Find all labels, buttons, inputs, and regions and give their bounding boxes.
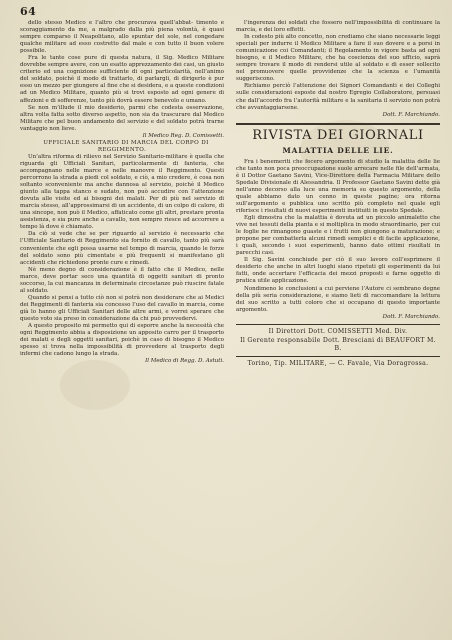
editorial-signature: Dott. F. Marchiando. (382, 111, 440, 118)
author-signature: Dott. F. Marchiando. (382, 313, 440, 320)
paragraph: dello stesso Medico e l’altro che procurava quell’abbat- timento e scoraggiamento da me, a malgrado dalla più piena volontà, è quasi sempre comparso il Neapolitano, allo spuntar del sole, nel congedare qualche militare ad esso costretto dal male e con tutto il buon volere possibile. (20, 20, 224, 55)
imprint (236, 328, 440, 368)
paragraph: Il Sig. Savini conchiude per ciò il suo lavoro coll’esprimere il desiderio che anche in altri luoghi siano ripetuti gli esperimenti da lui fatti, onde accertare l’efficacia dei mezzi proposti e farne oggetto di pratica utile applicazione. (236, 257, 440, 285)
section-title: RIVISTA DEI GIORNALI (252, 127, 424, 143)
imprint-divider (236, 356, 440, 357)
paragraph: Quando si pensi a tutto ciò non si potrà non desiderare che ai Medici dei Reggimenti di fanteria sia concesso l’uso del cavallo in marcia, come già lo hanno gli Ufficiali Sanitari delle altre armi, e vorrei sperare che questo voto sia preso in considerazione da chi può provvedervi. (20, 294, 224, 322)
paragraph: Un’altra riforma di rilievo nel Servizio Sanitario-militare è quella che riguarda gli Ufficiali Sanitari, particolarmente di fanteria, che accompagnano nelle marce e nelle manovre il Reggimento. Questi percorrono la strada a piedi col soldato, e ciò, a mio credere, è cosa non soltanto sconveniente ma anche dannosa al servizio, poichè il Medico giunto alla tappa stanco e sudato, non può accudire con l’attenzione dovuta alle visite ed ai bisogni dei malati. Per di più nel servizio di marcia stesso, all’approssimarsi di un accidente, di un colpo di calore, di una sincope, non può il Medico, affaticato come gli altri, prestare pronta assistenza, e sia pure anche a cavallo, non sempre riesce ad accorrere a tempo là dove è chiamato. (20, 153, 224, 231)
paragraph: Nè meno degno di considerazione è il fatto che il Medico, nelle marce, deve portar seco una quantità di oggetti sanitari di pronto soccorso, la cui mancanza in determinate circostanze può riuscire fatale al soldato. (20, 266, 224, 294)
author-signature: Il Medico di Regg. D. Astuti. (145, 358, 224, 365)
imprint-divider (236, 324, 440, 325)
subsection-title: MALATTIA DELLE LIE. (282, 145, 394, 155)
two-column-layout (20, 20, 440, 606)
article-title: UFFICIALE SANITARIO DI MARCIA DEL CORPO DI REGGIMENTO. (43, 139, 209, 153)
paragraph: In codesto più alto concetto, non crediamo che siano necessarie leggi speciali per indurre il Medico Militare a fare il suo dovere e a porsi in comunicazione coi Comandanti; il Regolamento in vigore basta ad ogni bisogno, e il Medico Militare, che ha coscienza del suo ufficio, saprà sempre trovare il modo di rendersi utile al soldato e di esser sollecito nel promuovere quelle provvidenze che la scienza e l’umanità suggeriscono. (236, 34, 440, 83)
imprint-editor: Il Gerente responsabile Dott. Bresciani di BEAUFORT M. B. (240, 336, 436, 352)
author-signature: Il Medico Reg. D. Comissetti. (142, 132, 224, 139)
imprint-printer: Torino, Tip. MILITARE, — C. Favale, Via Doragrossa. (247, 359, 429, 367)
section-divider (236, 123, 440, 125)
left-column (20, 20, 224, 606)
paragraph: Nondimeno le conclusioni a cui perviene l’Autore ci sembrano degne della più seria considerazione, e siamo lieti di raccomandare la lettura del suo scritto a tutti coloro che si occupano di questo importante argomento. (236, 285, 440, 313)
imprint-directors: Il Direttori Dott. COMISSETTI Med. Div. (268, 327, 408, 335)
right-column (236, 20, 440, 606)
paragraph: l’ingerenza dei soldati che fossero nell’impossibilità di continuare la marcia, e dei loro effetti. (236, 20, 440, 34)
paragraph: Da ciò si vede che se per riguardo al servizio è necessario che l’Ufficiale Sanitario di Reggimento sia fornito di cavallo, tanto più sarà conveniente che egli possa usarne nel tempo di marcia, quando le forze del soldato sono più cimentate e più frequenti si manifestano gli accidenti che richiedono pronte cure e rimedi. (20, 231, 224, 266)
paragraph: Fra i benemeriti che fecero argomento di studio la malattia delle lie che tanto non poca preoccupazione suole arrecare nelle file dell’armata, è il Dottor Gaetano Savini, Vice-Direttore della Farmacia Militare dello Spedale Divisionale di Alessandria. Il Professor Gaetano Savini dette già nell’anno decorso alla luce una memoria su questo argomento, della quale abbiamo dato un cenno in queste pagine; ora ritorna sull’argomento e pubblica uno scritto più completo nel quale egli riferisce i risultati di nuovi esperimenti instituiti in questo Spedale. (236, 158, 440, 214)
paragraph: Fra le tante cose pure di questa natura, il Sig. Medico Militare dovrebbe sempre avere, con un esatto apprezzamento dei casi, un giusto criterio ed una cognizione sufficiente di ogni particolarità, nell’animo del soldato, poichè il modo di trattarlo, di parlargli, di dirigerlo è pur esso un mezzo per giungere al fine che si desidera, e a queste condizioni ad un Medico Militare, quanto più si trovi esposto ad ogni genere di affezioni e di sofferenze, tanto più dovrà essere benevolo e umano. (20, 55, 224, 104)
paragraph: Se non m’illude il mio desiderio, parmi che codesta osservazione, altra volta fatta sotto diverso aspetto, non sia da trascurare dal Medico Militare che pel buon andamento del servizio e del soldato potrà trarne vantaggio non lieve. (20, 104, 224, 132)
paragraph: A questo proposito mi permetto qui di esporre anche la necessità che ogni Reggimento abbia a disposizione un apposito carro per il trasporto dei malati e degli oggetti sanitari, poichè in caso di bisogno il Medico spesso si trova nella impossibilità di provvedere al trasporto degli infermi che cadono lungo la strada. (20, 323, 224, 358)
page-number: 64 (20, 5, 37, 18)
paragraph: Egli dimostra che la malattia è dovuta ad un piccolo animaletto che vive nei tessuti della pianta e si moltiplica in modo straordinario, per cui le foglie ne rimangono guaste e i frutti non giungono a maturazione; e propone per combatterla alcuni rimedi semplici e di facile applicazione, i quali, secondo i suoi esperimenti, hanno dato ottimi risultati in parecchi casi. (236, 215, 440, 257)
paragraph: Richiamo perciò l’attenzione dei Signori Comandanti e dei Colleghi sulle considerazioni esposte dal nostro Egregio Collaboratore, persuasi che dall’accordo fra l’autorità militare e la sanitaria il servizio non potrà che avvantaggiarsene. (236, 83, 440, 111)
